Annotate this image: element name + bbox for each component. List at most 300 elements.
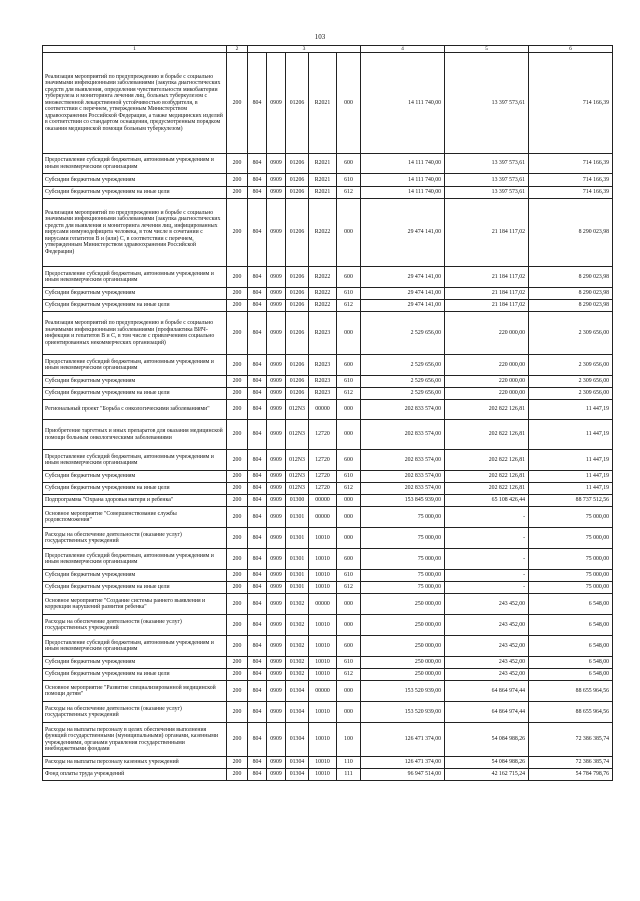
value-unexecuted: 714 166,39	[529, 174, 613, 187]
code-expense-type: 610	[337, 657, 361, 669]
table-row	[43, 507, 613, 528]
code-agency: 804	[248, 199, 267, 267]
value-approved: 14 111 740,00	[361, 187, 445, 199]
row-name: Реализация мероприятий по предупреждению и борьбе с социально значимыми инфекционными заболеваниями (закупка диагностических средств для выявления и мониторинга лечения лиц, инфицированных вирусами иммунодефицита человека, в том числе в сочетании с вирусами гепатитов B и (или) C, в соответствии с перечнем, утвержденным Министерством здравоохранения Российской Федерации)	[43, 199, 227, 267]
code-admin: 200	[227, 757, 248, 769]
code-agency: 804	[248, 495, 267, 507]
value-unexecuted: 6 548,00	[529, 615, 613, 636]
value-executed: 243 452,00	[445, 615, 529, 636]
code-agency: 804	[248, 615, 267, 636]
code-program: 012N3	[286, 420, 309, 450]
column-number: 5	[445, 46, 529, 53]
code-program: 01206	[286, 376, 309, 388]
code-program: 01301	[286, 582, 309, 594]
code-program: 01206	[286, 53, 309, 154]
value-executed: 220 000,00	[445, 355, 529, 376]
value-executed: 42 162 715,24	[445, 769, 529, 781]
code-admin: 200	[227, 199, 248, 267]
value-executed: 202 822 126,81	[445, 483, 529, 495]
table-row	[43, 669, 613, 681]
code-admin: 200	[227, 570, 248, 582]
code-section: 0909	[267, 483, 286, 495]
table-row	[43, 483, 613, 495]
code-agency: 804	[248, 570, 267, 582]
row-name: Подпрограмма "Охрана здоровья матери и ребенка"	[43, 495, 227, 507]
value-approved: 250 000,00	[361, 615, 445, 636]
table-row	[43, 757, 613, 769]
value-approved: 29 474 141,00	[361, 300, 445, 312]
table-row	[43, 495, 613, 507]
value-executed: -	[445, 570, 529, 582]
value-unexecuted: 8 290 023,98	[529, 199, 613, 267]
table-row	[43, 400, 613, 420]
code-item: 00000	[309, 681, 337, 702]
value-approved: 75 000,00	[361, 570, 445, 582]
code-agency: 804	[248, 300, 267, 312]
code-agency: 804	[248, 388, 267, 400]
code-program: 012N3	[286, 471, 309, 483]
code-item: 00000	[309, 594, 337, 615]
code-expense-type: 000	[337, 400, 361, 420]
row-name: Реализация мероприятий по предупреждению и борьбе с социально значимыми инфекционными заболеваниями (профилактика ВИЧ-инфекции и гепатитов B и C, в том числе с привлечением социально ориентированных некоммерческих организаций)	[43, 312, 227, 355]
value-executed: 220 000,00	[445, 312, 529, 355]
code-program: 01206	[286, 312, 309, 355]
code-expense-type: 000	[337, 420, 361, 450]
code-section: 0909	[267, 154, 286, 174]
code-admin: 200	[227, 388, 248, 400]
code-item: R2023	[309, 312, 337, 355]
code-item: 00000	[309, 507, 337, 528]
code-expense-type: 610	[337, 570, 361, 582]
value-executed: 21 184 117,02	[445, 267, 529, 288]
value-unexecuted: 714 166,39	[529, 154, 613, 174]
budget-table	[42, 45, 613, 781]
value-unexecuted: 75 000,00	[529, 582, 613, 594]
code-program: 01304	[286, 723, 309, 757]
code-program: 01304	[286, 757, 309, 769]
code-program: 01304	[286, 681, 309, 702]
code-expense-type: 610	[337, 288, 361, 300]
column-number: 3	[248, 46, 361, 53]
code-section: 0909	[267, 669, 286, 681]
code-item: 00000	[309, 495, 337, 507]
row-name: Расходы на выплаты персоналу в целях обеспечения выполнения функций государственными (муниципальными) органами, казенными учреждениями, органами управления государственными внебюджетными фондами	[43, 723, 227, 757]
code-expense-type: 612	[337, 300, 361, 312]
code-expense-type: 612	[337, 483, 361, 495]
value-unexecuted: 2 309 656,00	[529, 376, 613, 388]
code-item: 00000	[309, 400, 337, 420]
table-row	[43, 769, 613, 781]
value-unexecuted: 11 447,19	[529, 471, 613, 483]
code-item: R2023	[309, 376, 337, 388]
table-row	[43, 53, 613, 154]
code-section: 0909	[267, 420, 286, 450]
code-admin: 200	[227, 174, 248, 187]
code-section: 0909	[267, 528, 286, 549]
value-unexecuted: 6 548,00	[529, 669, 613, 681]
code-section: 0909	[267, 549, 286, 570]
table-row	[43, 420, 613, 450]
code-item: 10010	[309, 669, 337, 681]
code-item: 10010	[309, 702, 337, 723]
value-executed: 21 184 117,02	[445, 199, 529, 267]
code-section: 0909	[267, 681, 286, 702]
row-name: Предоставление субсидий бюджетным, автономным учреждениям и иным некоммерческим организациям	[43, 549, 227, 570]
value-executed: -	[445, 507, 529, 528]
code-program: 01206	[286, 267, 309, 288]
value-unexecuted: 6 548,00	[529, 594, 613, 615]
value-approved: 202 833 574,00	[361, 450, 445, 471]
value-unexecuted: 2 309 656,00	[529, 388, 613, 400]
code-section: 0909	[267, 199, 286, 267]
code-item: 10010	[309, 657, 337, 669]
code-program: 01206	[286, 154, 309, 174]
code-expense-type: 612	[337, 388, 361, 400]
code-agency: 804	[248, 450, 267, 471]
code-admin: 200	[227, 267, 248, 288]
code-section: 0909	[267, 400, 286, 420]
value-executed: 13 397 573,61	[445, 154, 529, 174]
code-program: 01206	[286, 174, 309, 187]
table-row	[43, 657, 613, 669]
code-agency: 804	[248, 376, 267, 388]
value-approved: 202 833 574,00	[361, 471, 445, 483]
row-name: Субсидии бюджетным учреждениям	[43, 657, 227, 669]
budget-table-body	[43, 46, 613, 781]
code-section: 0909	[267, 615, 286, 636]
value-executed: 220 000,00	[445, 376, 529, 388]
code-expense-type: 600	[337, 154, 361, 174]
code-expense-type: 000	[337, 594, 361, 615]
value-approved: 29 474 141,00	[361, 267, 445, 288]
table-row	[43, 300, 613, 312]
code-section: 0909	[267, 187, 286, 199]
code-admin: 200	[227, 471, 248, 483]
code-expense-type: 612	[337, 582, 361, 594]
table-row	[43, 199, 613, 267]
code-item: 12720	[309, 483, 337, 495]
code-item: 10010	[309, 570, 337, 582]
code-admin: 200	[227, 594, 248, 615]
code-expense-type: 111	[337, 769, 361, 781]
column-number: 4	[361, 46, 445, 53]
row-name: Региональный проект "Борьба с онкологическими заболеваниями"	[43, 400, 227, 420]
code-item: R2021	[309, 174, 337, 187]
code-expense-type: 612	[337, 187, 361, 199]
code-expense-type: 600	[337, 549, 361, 570]
value-approved: 250 000,00	[361, 669, 445, 681]
value-approved: 2 529 656,00	[361, 355, 445, 376]
value-executed: 202 822 126,81	[445, 471, 529, 483]
value-approved: 75 000,00	[361, 582, 445, 594]
value-approved: 153 520 939,00	[361, 681, 445, 702]
row-name: Субсидии бюджетным учреждениям	[43, 570, 227, 582]
table-row	[43, 450, 613, 471]
code-agency: 804	[248, 757, 267, 769]
code-program: 01302	[286, 636, 309, 657]
column-number: 1	[43, 46, 227, 53]
value-unexecuted: 54 784 798,76	[529, 769, 613, 781]
code-expense-type: 000	[337, 702, 361, 723]
code-item: R2022	[309, 288, 337, 300]
value-unexecuted: 72 386 385,74	[529, 757, 613, 769]
row-name: Расходы на выплаты персоналу казенных учреждений	[43, 757, 227, 769]
row-name: Расходы на обеспечение деятельности (оказание услуг) государственных учреждений	[43, 702, 227, 723]
value-unexecuted: 8 290 023,98	[529, 300, 613, 312]
row-name: Предоставление субсидий бюджетным, автономным учреждениям и иным некоммерческим организациям	[43, 355, 227, 376]
code-expense-type: 110	[337, 757, 361, 769]
value-approved: 75 000,00	[361, 528, 445, 549]
code-item: 10010	[309, 636, 337, 657]
value-executed: 202 822 126,81	[445, 450, 529, 471]
row-name: Приобретение таргетных и иных препаратов для оказания медицинской помощи больным онкологическими заболеваниями	[43, 420, 227, 450]
code-agency: 804	[248, 657, 267, 669]
code-item: R2021	[309, 187, 337, 199]
code-item: R2022	[309, 267, 337, 288]
value-unexecuted: 11 447,19	[529, 400, 613, 420]
code-section: 0909	[267, 174, 286, 187]
value-executed: 21 184 117,02	[445, 300, 529, 312]
code-agency: 804	[248, 267, 267, 288]
value-unexecuted: 11 447,19	[529, 420, 613, 450]
code-expense-type: 000	[337, 615, 361, 636]
table-row	[43, 723, 613, 757]
code-section: 0909	[267, 507, 286, 528]
code-expense-type: 100	[337, 723, 361, 757]
value-executed: 64 864 974,44	[445, 681, 529, 702]
code-item: 10010	[309, 769, 337, 781]
value-approved: 250 000,00	[361, 636, 445, 657]
row-name: Субсидии бюджетным учреждениям на иные цели	[43, 187, 227, 199]
column-number: 2	[227, 46, 248, 53]
code-admin: 200	[227, 495, 248, 507]
code-admin: 200	[227, 312, 248, 355]
value-unexecuted: 88 655 964,56	[529, 681, 613, 702]
value-approved: 29 474 141,00	[361, 199, 445, 267]
code-item: 10010	[309, 723, 337, 757]
table-row	[43, 615, 613, 636]
code-admin: 200	[227, 582, 248, 594]
row-name: Субсидии бюджетным учреждениям на иные цели	[43, 582, 227, 594]
row-name: Предоставление субсидий бюджетным, автономным учреждениям и иным некоммерческим организациям	[43, 267, 227, 288]
code-admin: 200	[227, 187, 248, 199]
value-executed: 13 397 573,61	[445, 53, 529, 154]
code-expense-type: 600	[337, 267, 361, 288]
code-expense-type: 600	[337, 450, 361, 471]
value-executed: 220 000,00	[445, 388, 529, 400]
code-program: 01206	[286, 288, 309, 300]
code-section: 0909	[267, 471, 286, 483]
code-expense-type: 600	[337, 636, 361, 657]
code-admin: 200	[227, 549, 248, 570]
table-row	[43, 528, 613, 549]
value-approved: 126 471 374,00	[361, 757, 445, 769]
code-expense-type: 610	[337, 471, 361, 483]
value-approved: 153 520 939,00	[361, 702, 445, 723]
table-row	[43, 288, 613, 300]
code-expense-type: 610	[337, 174, 361, 187]
code-section: 0909	[267, 702, 286, 723]
value-executed: 243 452,00	[445, 657, 529, 669]
code-section: 0909	[267, 769, 286, 781]
code-agency: 804	[248, 187, 267, 199]
code-agency: 804	[248, 582, 267, 594]
code-item: 10010	[309, 582, 337, 594]
table-row	[43, 154, 613, 174]
value-executed: 202 822 126,81	[445, 400, 529, 420]
value-unexecuted: 72 386 385,74	[529, 723, 613, 757]
value-unexecuted: 2 309 656,00	[529, 312, 613, 355]
value-unexecuted: 2 309 656,00	[529, 355, 613, 376]
code-item: 12720	[309, 450, 337, 471]
code-admin: 200	[227, 450, 248, 471]
code-item: 10010	[309, 757, 337, 769]
code-item: R2021	[309, 154, 337, 174]
value-unexecuted: 75 000,00	[529, 549, 613, 570]
value-approved: 250 000,00	[361, 657, 445, 669]
code-item: 12720	[309, 471, 337, 483]
value-executed: 64 864 974,44	[445, 702, 529, 723]
code-item: R2023	[309, 388, 337, 400]
code-agency: 804	[248, 769, 267, 781]
value-executed: 65 108 426,44	[445, 495, 529, 507]
code-agency: 804	[248, 400, 267, 420]
code-program: 012N3	[286, 450, 309, 471]
value-unexecuted: 6 548,00	[529, 636, 613, 657]
code-program: 01304	[286, 702, 309, 723]
code-expense-type: 000	[337, 528, 361, 549]
code-section: 0909	[267, 312, 286, 355]
row-name: Субсидии бюджетным учреждениям	[43, 174, 227, 187]
value-unexecuted: 11 447,19	[529, 450, 613, 471]
code-agency: 804	[248, 471, 267, 483]
code-agency: 804	[248, 355, 267, 376]
row-name: Субсидии бюджетным учреждениям	[43, 288, 227, 300]
code-section: 0909	[267, 582, 286, 594]
code-agency: 804	[248, 507, 267, 528]
code-program: 01206	[286, 199, 309, 267]
code-agency: 804	[248, 312, 267, 355]
code-agency: 804	[248, 420, 267, 450]
value-approved: 29 474 141,00	[361, 288, 445, 300]
code-agency: 804	[248, 174, 267, 187]
row-name: Субсидии бюджетным учреждениям	[43, 376, 227, 388]
code-expense-type: 000	[337, 681, 361, 702]
value-approved: 153 845 939,00	[361, 495, 445, 507]
code-program: 01301	[286, 528, 309, 549]
value-executed: 13 397 573,61	[445, 187, 529, 199]
table-row	[43, 355, 613, 376]
code-admin: 200	[227, 528, 248, 549]
code-program: 01206	[286, 187, 309, 199]
code-admin: 200	[227, 300, 248, 312]
code-program: 01301	[286, 549, 309, 570]
row-name: Субсидии бюджетным учреждениям на иные цели	[43, 483, 227, 495]
table-row	[43, 702, 613, 723]
code-agency: 804	[248, 702, 267, 723]
code-admin: 200	[227, 53, 248, 154]
code-section: 0909	[267, 657, 286, 669]
table-row	[43, 582, 613, 594]
value-unexecuted: 6 548,00	[529, 657, 613, 669]
code-agency: 804	[248, 288, 267, 300]
value-executed: -	[445, 549, 529, 570]
value-executed: 202 822 126,81	[445, 420, 529, 450]
table-row	[43, 549, 613, 570]
code-admin: 200	[227, 615, 248, 636]
value-unexecuted: 714 166,39	[529, 53, 613, 154]
value-executed: 243 452,00	[445, 636, 529, 657]
code-expense-type: 000	[337, 507, 361, 528]
row-name: Расходы на обеспечение деятельности (оказание услуг) государственных учреждений	[43, 615, 227, 636]
code-expense-type: 000	[337, 53, 361, 154]
code-section: 0909	[267, 376, 286, 388]
table-row	[43, 570, 613, 582]
code-expense-type: 000	[337, 312, 361, 355]
value-unexecuted: 88 737 512,56	[529, 495, 613, 507]
value-approved: 202 833 574,00	[361, 483, 445, 495]
value-approved: 75 000,00	[361, 507, 445, 528]
row-name: Фонд оплаты труда учреждений	[43, 769, 227, 781]
code-admin: 200	[227, 288, 248, 300]
value-approved: 14 111 740,00	[361, 53, 445, 154]
code-item: 10010	[309, 615, 337, 636]
value-executed: 13 397 573,61	[445, 174, 529, 187]
code-section: 0909	[267, 723, 286, 757]
table-row	[43, 376, 613, 388]
value-executed: 54 084 988,26	[445, 723, 529, 757]
value-unexecuted: 75 000,00	[529, 507, 613, 528]
code-admin: 200	[227, 681, 248, 702]
value-unexecuted: 11 447,19	[529, 483, 613, 495]
table-row	[43, 594, 613, 615]
value-approved: 14 111 740,00	[361, 154, 445, 174]
code-admin: 200	[227, 355, 248, 376]
code-item: 10010	[309, 528, 337, 549]
row-name: Реализация мероприятий по предупреждению и борьбе с социально значимыми инфекционными заболеваниями (закупка диагностических средств для выявления, определения чувствительности микобактерии туберкулеза и мониторинга лечения лиц, больных туберкулезом с множественной лекарственной устойчивостью возбудителя, в соответствии с перечнем, утвержденным Министерством здравоохранения Российской Федерации, а также медицинских изделий в соответствии со стандартом оснащения, предусмотренным порядком оказания медицинской помощи больным туберкулезом)	[43, 53, 227, 154]
code-section: 0909	[267, 570, 286, 582]
code-expense-type: 612	[337, 669, 361, 681]
table-row	[43, 636, 613, 657]
table-row	[43, 267, 613, 288]
value-unexecuted: 8 290 023,98	[529, 288, 613, 300]
page-number: 103	[314, 33, 326, 41]
code-item: R2023	[309, 355, 337, 376]
value-approved: 250 000,00	[361, 594, 445, 615]
row-name: Предоставление субсидий бюджетным, автономным учреждениям и иным некоммерческим организациям	[43, 154, 227, 174]
value-approved: 202 833 574,00	[361, 400, 445, 420]
code-agency: 804	[248, 528, 267, 549]
code-section: 0909	[267, 300, 286, 312]
code-agency: 804	[248, 669, 267, 681]
code-section: 0909	[267, 495, 286, 507]
code-section: 0909	[267, 53, 286, 154]
value-unexecuted: 75 000,00	[529, 528, 613, 549]
code-admin: 200	[227, 507, 248, 528]
value-executed: -	[445, 582, 529, 594]
code-section: 0909	[267, 388, 286, 400]
code-admin: 200	[227, 420, 248, 450]
value-executed: 21 184 117,02	[445, 288, 529, 300]
value-approved: 75 000,00	[361, 549, 445, 570]
value-executed: 54 084 988,26	[445, 757, 529, 769]
code-item: R2022	[309, 199, 337, 267]
row-name: Субсидии бюджетным учреждениям на иные цели	[43, 669, 227, 681]
code-program: 01304	[286, 769, 309, 781]
value-approved: 126 471 374,00	[361, 723, 445, 757]
code-section: 0909	[267, 267, 286, 288]
value-approved: 14 111 740,00	[361, 174, 445, 187]
